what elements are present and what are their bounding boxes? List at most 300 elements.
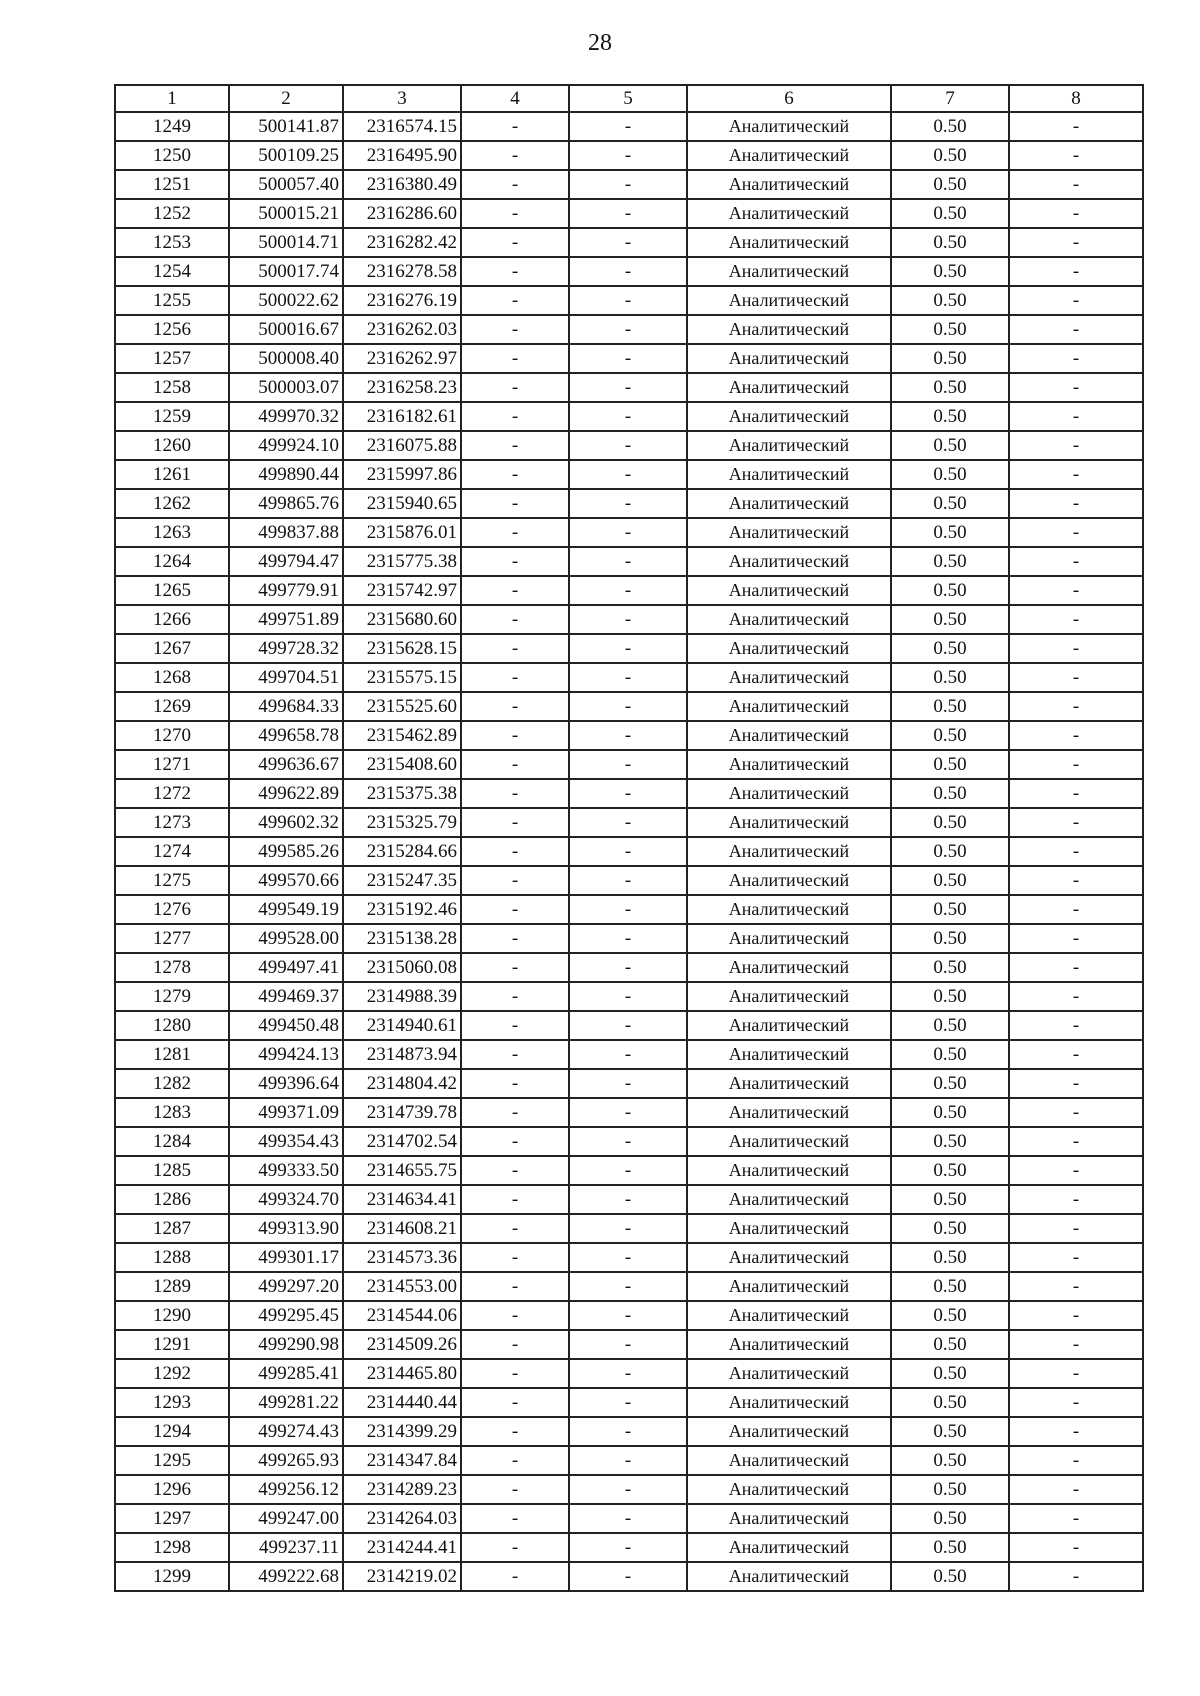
col4-cell: - (461, 373, 569, 402)
col4-cell: - (461, 634, 569, 663)
method-cell: Аналитический (687, 141, 891, 170)
page-number: 28 (588, 30, 612, 56)
y-coordinate-cell: 2314544.06 (343, 1301, 461, 1330)
y-coordinate-cell: 2314655.75 (343, 1156, 461, 1185)
col5-cell: - (569, 547, 687, 576)
x-coordinate-cell: 499924.10 (229, 431, 343, 460)
method-cell: Аналитический (687, 750, 891, 779)
method-cell: Аналитический (687, 489, 891, 518)
point-number-cell: 1260 (115, 431, 229, 460)
method-cell: Аналитический (687, 808, 891, 837)
accuracy-cell: 0.50 (891, 1562, 1009, 1591)
table-row (115, 1533, 1143, 1562)
col4-cell: - (461, 576, 569, 605)
col5-cell: - (569, 750, 687, 779)
table-row (115, 402, 1143, 431)
x-coordinate-cell: 499396.64 (229, 1069, 343, 1098)
accuracy-cell: 0.50 (891, 344, 1009, 373)
point-number-cell: 1281 (115, 1040, 229, 1069)
col8-cell: - (1009, 1156, 1143, 1185)
point-number-cell: 1261 (115, 460, 229, 489)
accuracy-cell: 0.50 (891, 1156, 1009, 1185)
y-coordinate-cell: 2315940.65 (343, 489, 461, 518)
x-coordinate-cell: 500017.74 (229, 257, 343, 286)
x-coordinate-cell: 499751.89 (229, 605, 343, 634)
col4-cell: - (461, 1301, 569, 1330)
accuracy-cell: 0.50 (891, 1098, 1009, 1127)
accuracy-cell: 0.50 (891, 1185, 1009, 1214)
column-header: 1 (115, 85, 229, 112)
col8-cell: - (1009, 1388, 1143, 1417)
point-number-cell: 1276 (115, 895, 229, 924)
table-row (115, 1301, 1143, 1330)
y-coordinate-cell: 2314509.26 (343, 1330, 461, 1359)
x-coordinate-cell: 500057.40 (229, 170, 343, 199)
accuracy-cell: 0.50 (891, 1504, 1009, 1533)
y-coordinate-cell: 2314988.39 (343, 982, 461, 1011)
method-cell: Аналитический (687, 1301, 891, 1330)
point-number-cell: 1269 (115, 692, 229, 721)
accuracy-cell: 0.50 (891, 779, 1009, 808)
table-row (115, 1011, 1143, 1040)
point-number-cell: 1271 (115, 750, 229, 779)
y-coordinate-cell: 2315325.79 (343, 808, 461, 837)
method-cell: Аналитический (687, 518, 891, 547)
accuracy-cell: 0.50 (891, 1040, 1009, 1069)
col5-cell: - (569, 924, 687, 953)
col8-cell: - (1009, 257, 1143, 286)
col8-cell: - (1009, 1098, 1143, 1127)
point-number-cell: 1296 (115, 1475, 229, 1504)
accuracy-cell: 0.50 (891, 518, 1009, 547)
col5-cell: - (569, 1069, 687, 1098)
point-number-cell: 1288 (115, 1243, 229, 1272)
method-cell: Аналитический (687, 1359, 891, 1388)
table-row (115, 373, 1143, 402)
column-header: 6 (687, 85, 891, 112)
y-coordinate-cell: 2316495.90 (343, 141, 461, 170)
col5-cell: - (569, 1446, 687, 1475)
method-cell: Аналитический (687, 1214, 891, 1243)
col4-cell: - (461, 1040, 569, 1069)
x-coordinate-cell: 499794.47 (229, 547, 343, 576)
x-coordinate-cell: 499658.78 (229, 721, 343, 750)
point-number-cell: 1295 (115, 1446, 229, 1475)
point-number-cell: 1275 (115, 866, 229, 895)
y-coordinate-cell: 2315247.35 (343, 866, 461, 895)
accuracy-cell: 0.50 (891, 605, 1009, 634)
point-number-cell: 1268 (115, 663, 229, 692)
y-coordinate-cell: 2314465.80 (343, 1359, 461, 1388)
table-row (115, 692, 1143, 721)
col8-cell: - (1009, 1417, 1143, 1446)
table-row (115, 721, 1143, 750)
col8-cell: - (1009, 315, 1143, 344)
col8-cell: - (1009, 1272, 1143, 1301)
col4-cell: - (461, 837, 569, 866)
col5-cell: - (569, 199, 687, 228)
y-coordinate-cell: 2314244.41 (343, 1533, 461, 1562)
method-cell: Аналитический (687, 373, 891, 402)
col8-cell: - (1009, 1359, 1143, 1388)
accuracy-cell: 0.50 (891, 1417, 1009, 1446)
col5-cell: - (569, 344, 687, 373)
method-cell: Аналитический (687, 634, 891, 663)
col5-cell: - (569, 518, 687, 547)
col8-cell: - (1009, 866, 1143, 895)
accuracy-cell: 0.50 (891, 489, 1009, 518)
col4-cell: - (461, 1388, 569, 1417)
table-header (115, 85, 1143, 112)
col4-cell: - (461, 1475, 569, 1504)
accuracy-cell: 0.50 (891, 1069, 1009, 1098)
col5-cell: - (569, 170, 687, 199)
table-row (115, 750, 1143, 779)
method-cell: Аналитический (687, 576, 891, 605)
col5-cell: - (569, 315, 687, 344)
table-row (115, 953, 1143, 982)
table-row (115, 286, 1143, 315)
column-header: 8 (1009, 85, 1143, 112)
col8-cell: - (1009, 1301, 1143, 1330)
col8-cell: - (1009, 1214, 1143, 1243)
y-coordinate-cell: 2315775.38 (343, 547, 461, 576)
col5-cell: - (569, 1359, 687, 1388)
point-number-cell: 1265 (115, 576, 229, 605)
col4-cell: - (461, 1127, 569, 1156)
col4-cell: - (461, 1156, 569, 1185)
table-row (115, 1504, 1143, 1533)
col5-cell: - (569, 1533, 687, 1562)
x-coordinate-cell: 499450.48 (229, 1011, 343, 1040)
table-row (115, 1069, 1143, 1098)
col5-cell: - (569, 692, 687, 721)
y-coordinate-cell: 2316278.58 (343, 257, 461, 286)
table-row (115, 1417, 1143, 1446)
y-coordinate-cell: 2314739.78 (343, 1098, 461, 1127)
y-coordinate-cell: 2316574.15 (343, 112, 461, 141)
x-coordinate-cell: 499301.17 (229, 1243, 343, 1272)
col4-cell: - (461, 489, 569, 518)
accuracy-cell: 0.50 (891, 286, 1009, 315)
point-number-cell: 1289 (115, 1272, 229, 1301)
col8-cell: - (1009, 1011, 1143, 1040)
point-number-cell: 1270 (115, 721, 229, 750)
table-row (115, 808, 1143, 837)
y-coordinate-cell: 2316262.97 (343, 344, 461, 373)
point-number-cell: 1286 (115, 1185, 229, 1214)
x-coordinate-cell: 499274.43 (229, 1417, 343, 1446)
table-row (115, 1475, 1143, 1504)
point-number-cell: 1290 (115, 1301, 229, 1330)
col8-cell: - (1009, 1504, 1143, 1533)
col8-cell: - (1009, 924, 1143, 953)
accuracy-cell: 0.50 (891, 431, 1009, 460)
method-cell: Аналитический (687, 1562, 891, 1591)
point-number-cell: 1259 (115, 402, 229, 431)
y-coordinate-cell: 2315575.15 (343, 663, 461, 692)
method-cell: Аналитический (687, 895, 891, 924)
method-cell: Аналитический (687, 982, 891, 1011)
col5-cell: - (569, 1417, 687, 1446)
col8-cell: - (1009, 1533, 1143, 1562)
method-cell: Аналитический (687, 837, 891, 866)
col5-cell: - (569, 1475, 687, 1504)
x-coordinate-cell: 499281.22 (229, 1388, 343, 1417)
method-cell: Аналитический (687, 460, 891, 489)
col8-cell: - (1009, 808, 1143, 837)
accuracy-cell: 0.50 (891, 228, 1009, 257)
y-coordinate-cell: 2315284.66 (343, 837, 461, 866)
accuracy-cell: 0.50 (891, 199, 1009, 228)
accuracy-cell: 0.50 (891, 460, 1009, 489)
method-cell: Аналитический (687, 1475, 891, 1504)
col4-cell: - (461, 750, 569, 779)
point-number-cell: 1250 (115, 141, 229, 170)
accuracy-cell: 0.50 (891, 576, 1009, 605)
col5-cell: - (569, 1504, 687, 1533)
y-coordinate-cell: 2314399.29 (343, 1417, 461, 1446)
y-coordinate-cell: 2315192.46 (343, 895, 461, 924)
y-coordinate-cell: 2314440.44 (343, 1388, 461, 1417)
col5-cell: - (569, 837, 687, 866)
point-number-cell: 1249 (115, 112, 229, 141)
y-coordinate-cell: 2315628.15 (343, 634, 461, 663)
col4-cell: - (461, 895, 569, 924)
col4-cell: - (461, 402, 569, 431)
x-coordinate-cell: 499290.98 (229, 1330, 343, 1359)
col8-cell: - (1009, 286, 1143, 315)
col4-cell: - (461, 199, 569, 228)
accuracy-cell: 0.50 (891, 1330, 1009, 1359)
point-number-cell: 1299 (115, 1562, 229, 1591)
x-coordinate-cell: 499602.32 (229, 808, 343, 837)
point-number-cell: 1294 (115, 1417, 229, 1446)
point-number-cell: 1262 (115, 489, 229, 518)
col8-cell: - (1009, 982, 1143, 1011)
accuracy-cell: 0.50 (891, 1388, 1009, 1417)
x-coordinate-cell: 500109.25 (229, 141, 343, 170)
col8-cell: - (1009, 1127, 1143, 1156)
y-coordinate-cell: 2315742.97 (343, 576, 461, 605)
table-row (115, 141, 1143, 170)
point-number-cell: 1282 (115, 1069, 229, 1098)
x-coordinate-cell: 499256.12 (229, 1475, 343, 1504)
accuracy-cell: 0.50 (891, 1301, 1009, 1330)
y-coordinate-cell: 2314873.94 (343, 1040, 461, 1069)
accuracy-cell: 0.50 (891, 141, 1009, 170)
y-coordinate-cell: 2314634.41 (343, 1185, 461, 1214)
col5-cell: - (569, 1185, 687, 1214)
x-coordinate-cell: 499297.20 (229, 1272, 343, 1301)
x-coordinate-cell: 500015.21 (229, 199, 343, 228)
y-coordinate-cell: 2316258.23 (343, 373, 461, 402)
column-header: 7 (891, 85, 1009, 112)
col5-cell: - (569, 576, 687, 605)
method-cell: Аналитический (687, 692, 891, 721)
x-coordinate-cell: 499285.41 (229, 1359, 343, 1388)
table-row (115, 1562, 1143, 1591)
col5-cell: - (569, 1243, 687, 1272)
col8-cell: - (1009, 576, 1143, 605)
col4-cell: - (461, 286, 569, 315)
method-cell: Аналитический (687, 1330, 891, 1359)
point-number-cell: 1297 (115, 1504, 229, 1533)
y-coordinate-cell: 2314219.02 (343, 1562, 461, 1591)
point-number-cell: 1287 (115, 1214, 229, 1243)
col5-cell: - (569, 286, 687, 315)
table-row (115, 982, 1143, 1011)
accuracy-cell: 0.50 (891, 750, 1009, 779)
table-row (115, 1243, 1143, 1272)
col4-cell: - (461, 518, 569, 547)
table-row (115, 199, 1143, 228)
x-coordinate-cell: 499313.90 (229, 1214, 343, 1243)
x-coordinate-cell: 499570.66 (229, 866, 343, 895)
point-number-cell: 1279 (115, 982, 229, 1011)
col5-cell: - (569, 663, 687, 692)
accuracy-cell: 0.50 (891, 1127, 1009, 1156)
method-cell: Аналитический (687, 924, 891, 953)
col4-cell: - (461, 141, 569, 170)
col5-cell: - (569, 1098, 687, 1127)
point-number-cell: 1291 (115, 1330, 229, 1359)
x-coordinate-cell: 499636.67 (229, 750, 343, 779)
accuracy-cell: 0.50 (891, 112, 1009, 141)
method-cell: Аналитический (687, 953, 891, 982)
accuracy-cell: 0.50 (891, 1011, 1009, 1040)
col5-cell: - (569, 1214, 687, 1243)
y-coordinate-cell: 2316380.49 (343, 170, 461, 199)
column-header: 5 (569, 85, 687, 112)
y-coordinate-cell: 2315138.28 (343, 924, 461, 953)
point-number-cell: 1258 (115, 373, 229, 402)
col5-cell: - (569, 1562, 687, 1591)
col8-cell: - (1009, 1562, 1143, 1591)
col4-cell: - (461, 866, 569, 895)
col8-cell: - (1009, 170, 1143, 199)
method-cell: Аналитический (687, 866, 891, 895)
point-number-cell: 1253 (115, 228, 229, 257)
x-coordinate-cell: 499549.19 (229, 895, 343, 924)
y-coordinate-cell: 2314573.36 (343, 1243, 461, 1272)
col5-cell: - (569, 895, 687, 924)
col8-cell: - (1009, 721, 1143, 750)
col4-cell: - (461, 924, 569, 953)
accuracy-cell: 0.50 (891, 837, 1009, 866)
col4-cell: - (461, 1533, 569, 1562)
accuracy-cell: 0.50 (891, 866, 1009, 895)
table-row (115, 518, 1143, 547)
col5-cell: - (569, 1127, 687, 1156)
x-coordinate-cell: 499728.32 (229, 634, 343, 663)
x-coordinate-cell: 499469.37 (229, 982, 343, 1011)
method-cell: Аналитический (687, 547, 891, 576)
y-coordinate-cell: 2316075.88 (343, 431, 461, 460)
col4-cell: - (461, 228, 569, 257)
point-number-cell: 1263 (115, 518, 229, 547)
col5-cell: - (569, 402, 687, 431)
method-cell: Аналитический (687, 1098, 891, 1127)
table-row (115, 460, 1143, 489)
table-row (115, 605, 1143, 634)
accuracy-cell: 0.50 (891, 1243, 1009, 1272)
table-row (115, 1127, 1143, 1156)
col4-cell: - (461, 953, 569, 982)
accuracy-cell: 0.50 (891, 721, 1009, 750)
x-coordinate-cell: 500141.87 (229, 112, 343, 141)
col5-cell: - (569, 1301, 687, 1330)
table-row (115, 170, 1143, 199)
y-coordinate-cell: 2314264.03 (343, 1504, 461, 1533)
method-cell: Аналитический (687, 1272, 891, 1301)
col5-cell: - (569, 431, 687, 460)
col8-cell: - (1009, 518, 1143, 547)
col4-cell: - (461, 721, 569, 750)
col5-cell: - (569, 634, 687, 663)
col5-cell: - (569, 1272, 687, 1301)
x-coordinate-cell: 500016.67 (229, 315, 343, 344)
accuracy-cell: 0.50 (891, 808, 1009, 837)
method-cell: Аналитический (687, 1040, 891, 1069)
col4-cell: - (461, 692, 569, 721)
x-coordinate-cell: 499890.44 (229, 460, 343, 489)
method-cell: Аналитический (687, 112, 891, 141)
point-number-cell: 1266 (115, 605, 229, 634)
method-cell: Аналитический (687, 1069, 891, 1098)
table-row (115, 895, 1143, 924)
y-coordinate-cell: 2314289.23 (343, 1475, 461, 1504)
col8-cell: - (1009, 402, 1143, 431)
table-row (115, 257, 1143, 286)
method-cell: Аналитический (687, 228, 891, 257)
method-cell: Аналитический (687, 1156, 891, 1185)
x-coordinate-cell: 499684.33 (229, 692, 343, 721)
x-coordinate-cell: 499704.51 (229, 663, 343, 692)
col5-cell: - (569, 460, 687, 489)
table-body (115, 112, 1143, 1591)
y-coordinate-cell: 2316282.42 (343, 228, 461, 257)
point-number-cell: 1252 (115, 199, 229, 228)
col4-cell: - (461, 1330, 569, 1359)
x-coordinate-cell: 499295.45 (229, 1301, 343, 1330)
table-row (115, 431, 1143, 460)
accuracy-cell: 0.50 (891, 1214, 1009, 1243)
accuracy-cell: 0.50 (891, 895, 1009, 924)
point-number-cell: 1256 (115, 315, 229, 344)
col8-cell: - (1009, 692, 1143, 721)
point-number-cell: 1254 (115, 257, 229, 286)
col5-cell: - (569, 112, 687, 141)
accuracy-cell: 0.50 (891, 257, 1009, 286)
col8-cell: - (1009, 199, 1143, 228)
col4-cell: - (461, 1562, 569, 1591)
y-coordinate-cell: 2314347.84 (343, 1446, 461, 1475)
col5-cell: - (569, 779, 687, 808)
col8-cell: - (1009, 431, 1143, 460)
col4-cell: - (461, 315, 569, 344)
table-row (115, 489, 1143, 518)
x-coordinate-cell: 499371.09 (229, 1098, 343, 1127)
table-row (115, 1330, 1143, 1359)
x-coordinate-cell: 499497.41 (229, 953, 343, 982)
col4-cell: - (461, 1359, 569, 1388)
x-coordinate-cell: 499247.00 (229, 1504, 343, 1533)
col5-cell: - (569, 953, 687, 982)
x-coordinate-cell: 499324.70 (229, 1185, 343, 1214)
col4-cell: - (461, 605, 569, 634)
accuracy-cell: 0.50 (891, 982, 1009, 1011)
